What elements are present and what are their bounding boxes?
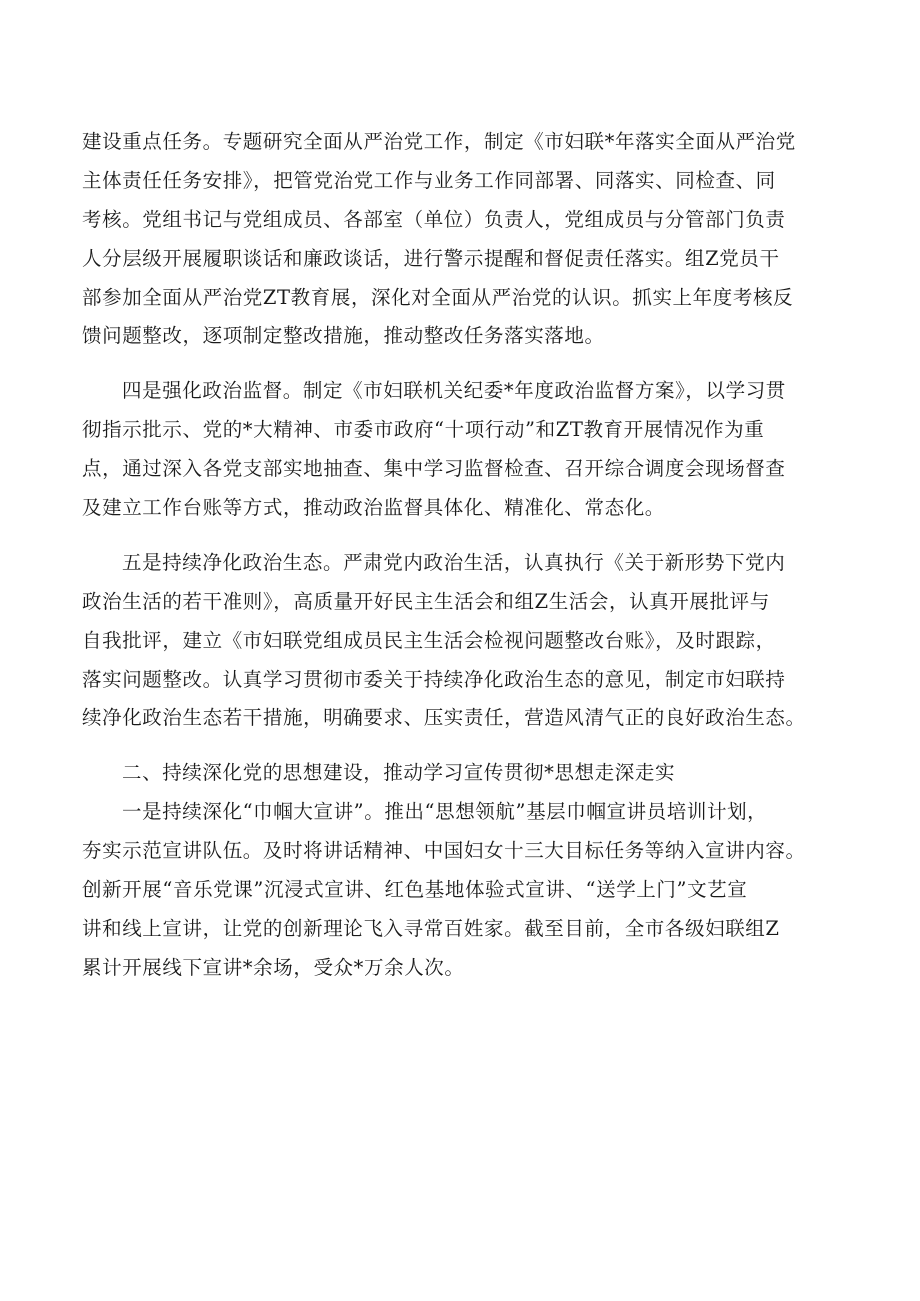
text-line: 四是强化政治监督。制定《市妇联机关纪委*年度政治监督方案》，以学习贯 [122, 379, 786, 403]
text-line: 五是持续净化政治生态。严肃党内政治生活，认真执行《关于新形势下党内 [122, 550, 786, 574]
text-line: 政治生活的若干准则》，高质量开好民主生活会和组Z生活会，认真开展批评与 [82, 589, 770, 613]
paragraph-spacer [82, 356, 842, 372]
text-line: 创新开展“音乐党课”沉浸式宣讲、红色基地体验式宣讲、“送学上门”文艺宣 [82, 878, 748, 902]
paragraph-spacer [82, 738, 842, 754]
text-line: 主体责任任务安排》，把管党治党工作与业务工作同部署、同落实、同检查、同 [82, 168, 776, 192]
paragraph-propaganda [82, 793, 842, 987]
text-line: 人分层级开展履职谈话和廉政谈话，进行警示提醒和督促责任落实。组Z党员干 [82, 246, 780, 270]
text-line: 点，通过深入各党支部实地抽查、集中学习监督检查、召开综合调度会现场督查 [82, 457, 786, 481]
text-line: 部参加全面从严治党ZT教育展，深化对全面从严治党的认识。抓实上年度考核反 [82, 285, 794, 309]
text-line: 彻指示批示、党的*大精神、市委市政府“十项行动”和ZT教育开展情况作为重 [82, 418, 765, 442]
text-line: 一是持续深化“巾帼大宣讲”。推出“思想领航”基层巾帼宣讲员培训计划， [122, 800, 768, 824]
text-line: 讲和线上宣讲，让党的创新理论飞入寻常百姓家。截至目前，全市各级妇联组Z [82, 916, 780, 940]
text-line: 自我批评，建立《市妇联党组成员民主生活会检视问题整改台账》，及时跟踪， [82, 628, 776, 652]
text-line: 及建立工作台账等方式，推动政治监督具体化、精准化、常态化。 [82, 496, 665, 520]
paragraph-party-responsibility [82, 123, 842, 356]
text-line: 考核。党组书记与党组成员、各部室（单位）负责人，党组成员与分管部门负责 [82, 207, 786, 231]
paragraph-political-ecology [82, 544, 842, 738]
text-line: 续净化政治生态若干措施，明确要求、压实责任，营造风清气正的良好政治生态。 [82, 706, 806, 730]
section-heading [82, 754, 842, 793]
text-line: 落实问题整改。认真学习贯彻市委关于持续净化政治生态的意见，制定市妇联持 [82, 667, 786, 691]
text-line: 夯实示范宣讲队伍。及时将讲话精神、中国妇女十三大目标任务等纳入宣讲内容。 [82, 839, 806, 863]
document-body [82, 123, 842, 988]
paragraph-political-supervision [82, 372, 842, 528]
text-line: 建设重点任务。专题研究全面从严治党工作，制定《市妇联*年落实全面从严治党 [82, 130, 796, 153]
section-heading-text: 二、持续深化党的思想建设，推动学习宣传贯彻*思想走深走实 [122, 761, 676, 785]
text-line: 累计开展线下宣讲*余场，受众*万余人次。 [82, 955, 465, 979]
paragraph-spacer [82, 528, 842, 544]
text-line: 馈问题整改，逐项制定整改措施，推动整改任务落实落地。 [82, 324, 605, 348]
